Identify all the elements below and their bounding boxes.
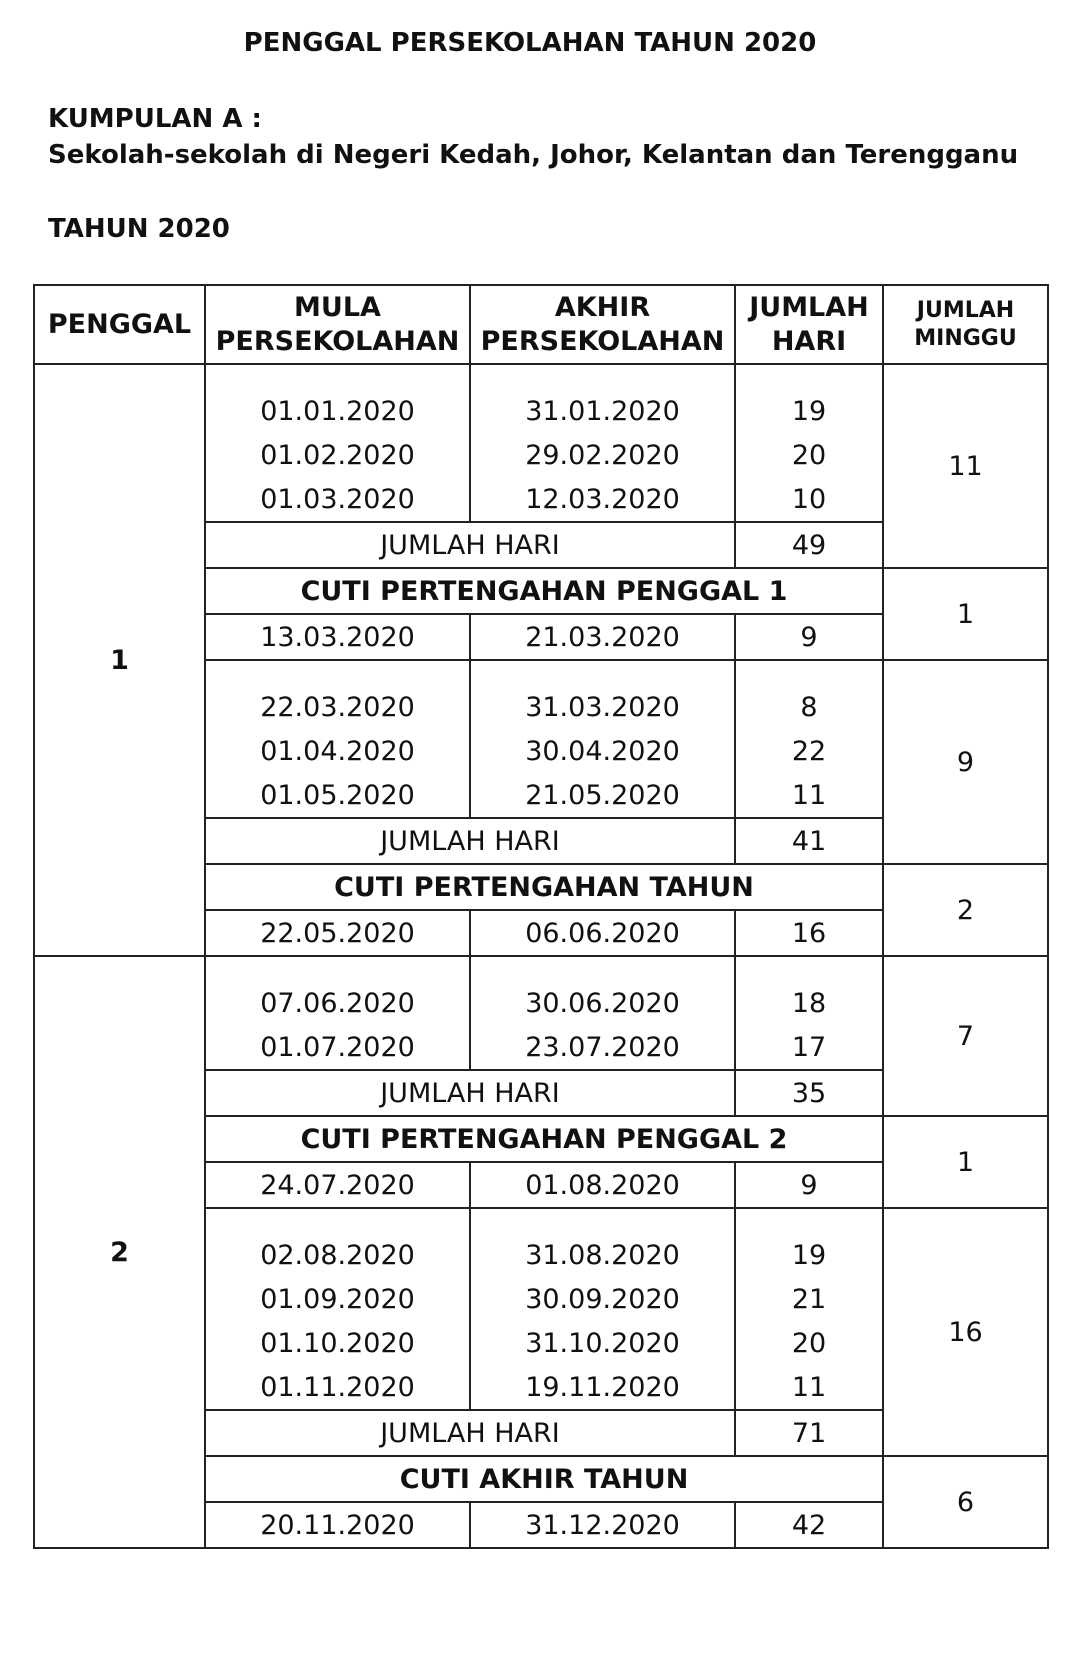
day-count: 8 xyxy=(735,685,883,729)
school-calendar-table xyxy=(33,284,1049,1549)
subtotal-label: JUMLAH HARI xyxy=(205,1070,735,1116)
spacer-cell xyxy=(470,660,735,685)
spacer-cell xyxy=(205,956,470,981)
start-date: 01.01.2020 xyxy=(205,389,470,433)
subtotal-days: 35 xyxy=(735,1070,883,1116)
table-header-row xyxy=(34,285,1048,364)
end-date: 21.05.2020 xyxy=(470,773,735,818)
weeks-cell: 16 xyxy=(883,1208,1048,1456)
holiday-start: 13.03.2020 xyxy=(205,614,470,660)
spacer-cell xyxy=(735,1208,883,1233)
day-count: 19 xyxy=(735,1233,883,1277)
holiday-title: CUTI PERTENGAHAN PENGGAL 2 xyxy=(205,1116,883,1162)
day-count: 11 xyxy=(735,773,883,818)
end-date: 31.08.2020 xyxy=(470,1233,735,1277)
holiday-start: 22.05.2020 xyxy=(205,910,470,956)
start-date: 01.02.2020 xyxy=(205,433,470,477)
start-date: 01.05.2020 xyxy=(205,773,470,818)
end-date: 29.02.2020 xyxy=(470,433,735,477)
holiday-start: 20.11.2020 xyxy=(205,1502,470,1548)
spacer-cell xyxy=(470,364,735,389)
weeks-cell: 9 xyxy=(883,660,1048,864)
holiday-end: 06.06.2020 xyxy=(470,910,735,956)
holiday-end: 21.03.2020 xyxy=(470,614,735,660)
penggal-number: 2 xyxy=(34,956,205,1548)
holiday-start: 24.07.2020 xyxy=(205,1162,470,1208)
holiday-weeks: 2 xyxy=(883,864,1048,956)
table-body xyxy=(34,364,1048,1548)
header-akhir: AKHIR PERSEKOLAHAN xyxy=(470,285,735,364)
start-date: 01.10.2020 xyxy=(205,1321,470,1365)
start-date: 01.09.2020 xyxy=(205,1277,470,1321)
start-date: 07.06.2020 xyxy=(205,981,470,1025)
end-date: 30.04.2020 xyxy=(470,729,735,773)
holiday-weeks: 1 xyxy=(883,1116,1048,1208)
end-date: 23.07.2020 xyxy=(470,1025,735,1070)
holiday-title: CUTI PERTENGAHAN TAHUN xyxy=(205,864,883,910)
holiday-days: 16 xyxy=(735,910,883,956)
spacer-cell xyxy=(470,956,735,981)
holiday-end: 31.12.2020 xyxy=(470,1502,735,1548)
day-count: 20 xyxy=(735,433,883,477)
end-date: 12.03.2020 xyxy=(470,477,735,522)
end-date: 30.06.2020 xyxy=(470,981,735,1025)
day-count: 21 xyxy=(735,1277,883,1321)
day-count: 18 xyxy=(735,981,883,1025)
start-date: 01.03.2020 xyxy=(205,477,470,522)
end-date: 19.11.2020 xyxy=(470,1365,735,1410)
end-date: 31.01.2020 xyxy=(470,389,735,433)
group-description: Sekolah-sekolah di Negeri Kedah, Johor, Kelantan dan Terengganu xyxy=(48,140,1019,170)
year-label: TAHUN 2020 xyxy=(48,214,230,244)
subtotal-days: 71 xyxy=(735,1410,883,1456)
subtotal-label: JUMLAH HARI xyxy=(205,522,735,568)
day-count: 19 xyxy=(735,389,883,433)
holiday-title: CUTI PERTENGAHAN PENGGAL 1 xyxy=(205,568,883,614)
header-mula: MULA PERSEKOLAHAN xyxy=(205,285,470,364)
holiday-weeks: 1 xyxy=(883,568,1048,660)
day-count: 22 xyxy=(735,729,883,773)
term-block-top xyxy=(34,364,1048,389)
page-title: PENGGAL PERSEKOLAHAN TAHUN 2020 xyxy=(243,28,817,58)
spacer-cell xyxy=(735,364,883,389)
holiday-weeks: 6 xyxy=(883,1456,1048,1548)
holiday-days: 9 xyxy=(735,1162,883,1208)
spacer-cell xyxy=(205,364,470,389)
holiday-days: 42 xyxy=(735,1502,883,1548)
day-count: 10 xyxy=(735,477,883,522)
header-penggal: PENGGAL xyxy=(34,285,205,364)
end-date: 31.03.2020 xyxy=(470,685,735,729)
start-date: 01.11.2020 xyxy=(205,1365,470,1410)
group-label: KUMPULAN A : xyxy=(48,104,262,134)
start-date: 01.07.2020 xyxy=(205,1025,470,1070)
spacer-cell xyxy=(205,660,470,685)
start-date: 22.03.2020 xyxy=(205,685,470,729)
day-count: 20 xyxy=(735,1321,883,1365)
subtotal-days: 41 xyxy=(735,818,883,864)
holiday-end: 01.08.2020 xyxy=(470,1162,735,1208)
header-jumlah-minggu: JUMLAH MINGGU xyxy=(883,285,1048,364)
holiday-days: 9 xyxy=(735,614,883,660)
subtotal-days: 49 xyxy=(735,522,883,568)
end-date: 31.10.2020 xyxy=(470,1321,735,1365)
spacer-cell xyxy=(205,1208,470,1233)
start-date: 01.04.2020 xyxy=(205,729,470,773)
weeks-cell: 11 xyxy=(883,364,1048,568)
header-jumlah-hari: JUMLAH HARI xyxy=(735,285,883,364)
spacer-cell xyxy=(470,1208,735,1233)
weeks-cell: 7 xyxy=(883,956,1048,1116)
day-count: 11 xyxy=(735,1365,883,1410)
penggal-number: 1 xyxy=(34,364,205,956)
term-block-top xyxy=(34,956,1048,981)
holiday-title: CUTI AKHIR TAHUN xyxy=(205,1456,883,1502)
spacer-cell xyxy=(735,660,883,685)
spacer-cell xyxy=(735,956,883,981)
subtotal-label: JUMLAH HARI xyxy=(205,818,735,864)
end-date: 30.09.2020 xyxy=(470,1277,735,1321)
day-count: 17 xyxy=(735,1025,883,1070)
start-date: 02.08.2020 xyxy=(205,1233,470,1277)
subtotal-label: JUMLAH HARI xyxy=(205,1410,735,1456)
